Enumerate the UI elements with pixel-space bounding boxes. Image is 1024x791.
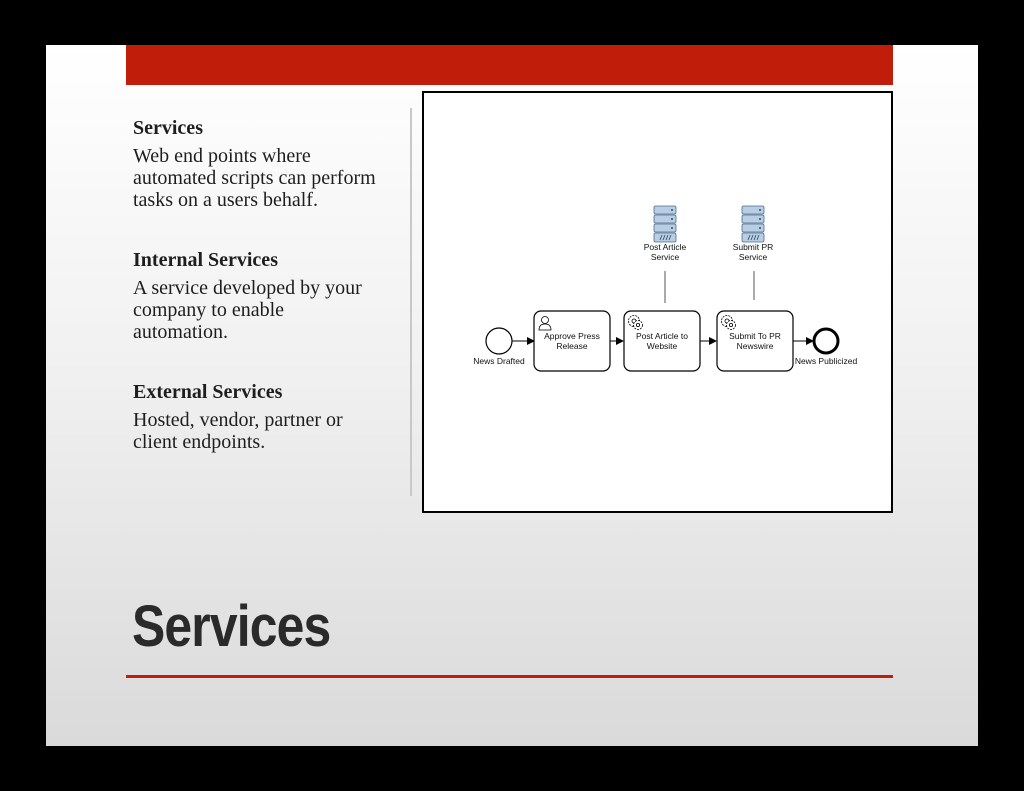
- server-icon: [654, 206, 676, 242]
- bpmn-diagram-canvas: [424, 93, 891, 511]
- server-icon: [742, 206, 764, 242]
- section-internal-services: [133, 249, 383, 343]
- section-heading: External Services: [133, 381, 283, 403]
- text-column: [133, 117, 383, 491]
- task-label: Post Article to: [636, 331, 688, 341]
- task-label: Submit To PR: [729, 331, 781, 341]
- section-body: Web end points where automated scripts can perform tasks on a users behalf.: [133, 145, 376, 211]
- bpmn-diagram: [422, 91, 893, 513]
- section-heading: Services: [133, 117, 203, 139]
- start-event: [486, 328, 512, 354]
- title-underline: [126, 675, 893, 678]
- end-event-label: News Publicized: [794, 356, 858, 366]
- task-label: Release: [556, 341, 588, 351]
- page-title: Services: [132, 594, 331, 659]
- end-event: [814, 329, 838, 353]
- top-accent-bar: [126, 45, 893, 85]
- service-label: Post Article: [643, 242, 687, 252]
- section-body: Hosted, vendor, partner or client endpoints.: [133, 409, 343, 453]
- service-label: Submit PR: [732, 242, 774, 252]
- task-label: Website: [646, 341, 678, 351]
- section-external-services: [133, 381, 383, 453]
- service-label: Service: [650, 252, 680, 262]
- section-body: A service developed by your company to enable automation.: [133, 277, 362, 343]
- section-services: [133, 117, 383, 211]
- slide: [46, 45, 978, 746]
- start-event-label: News Drafted: [473, 356, 525, 366]
- task-label: Approve Press: [544, 331, 600, 341]
- service-label: Service: [738, 252, 768, 262]
- task-label: Newswire: [736, 341, 774, 351]
- section-heading: Internal Services: [133, 249, 278, 271]
- vertical-divider: [410, 108, 412, 496]
